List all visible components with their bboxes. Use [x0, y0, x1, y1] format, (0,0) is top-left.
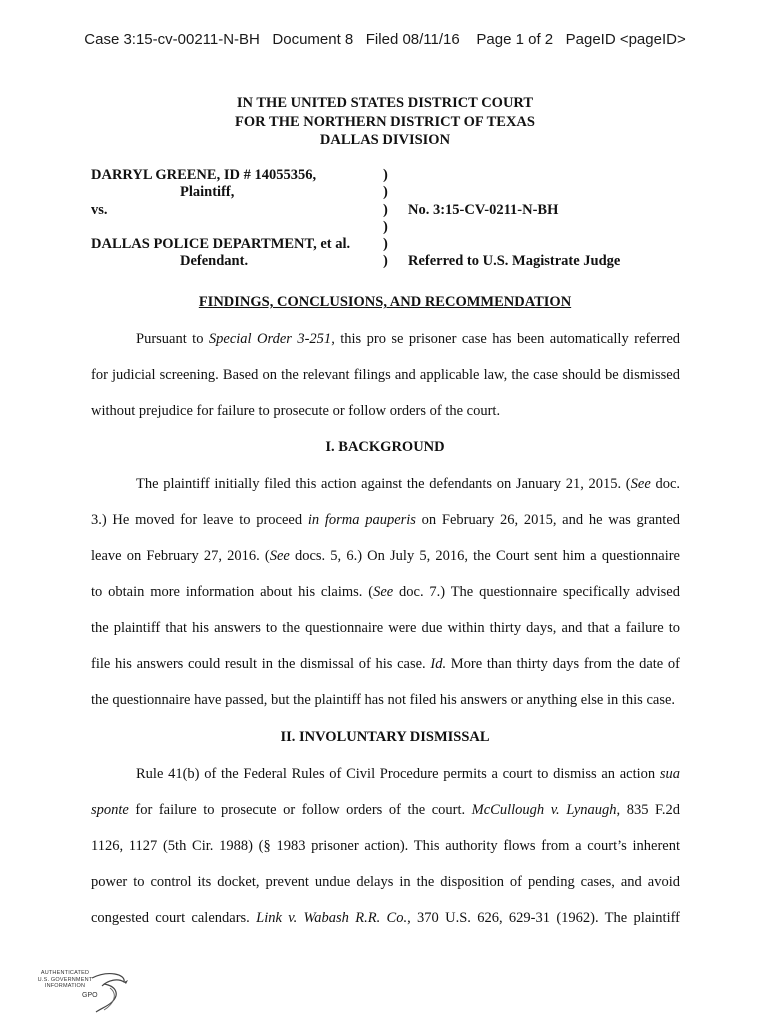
caption-paren: ) — [383, 201, 388, 218]
paragraph-line: to obtain more information about his claims. (See doc. 7.) The questionnaire specifically advised — [91, 584, 680, 600]
paragraph-line: 3.) He moved for leave to proceed in forma pauperis on February 26, 2015, and he was granted — [91, 512, 681, 528]
document-header: Case 3:15-cv-00211-N-BH Document 8 Filed 08/11/16 Page 1 of 2 PageID <pageID> — [84, 31, 686, 48]
paragraph-line: Pursuant to Special Order 3-251, this pro se prisoner case has been automatically referred — [136, 331, 681, 347]
gpo-logo-text: AUTHENTICATED U.S. GOVERNMENT INFORMATION — [37, 970, 93, 989]
paragraph-line: file his answers could result in the dismissal of his case. Id. More than thirty days from the date of — [91, 656, 680, 672]
paragraph-line: power to control its docket, prevent undue delays in the disposition of pending cases, and avoid — [91, 874, 680, 890]
court-line-3: DALLAS DIVISION — [319, 132, 451, 148]
case-number: No. 3:15-CV-0211-N-BH — [408, 201, 559, 218]
paragraph-line: leave on February 27, 2016. (See docs. 5, 6.) On July 5, 2016, the Court sent him a questionnaire — [91, 548, 680, 564]
paragraph-line: sponte for failure to prosecute or follow orders of the court. McCullough v. Lynaugh, 835 F.2d — [91, 802, 680, 818]
caption-paren: ) — [383, 236, 388, 253]
section-heading-background: I. BACKGROUND — [325, 439, 445, 455]
section-heading-dismissal: II. INVOLUNTARY DISMISSAL — [280, 729, 490, 745]
court-line-2: FOR THE NORTHERN DISTRICT OF TEXAS — [235, 113, 535, 130]
paragraph-line: 1126, 1127 (5th Cir. 1988) (§ 1983 prisoner action). This authority flows from a court’s inherent — [91, 838, 680, 854]
caption-paren: ) — [383, 167, 388, 183]
caption-paren: ) — [383, 253, 388, 270]
defendant-name: DALLAS POLICE DEPARTMENT, et al. — [91, 236, 351, 253]
case-caption — [91, 167, 691, 271]
referral-note: Referred to U.S. Magistrate Judge — [408, 253, 621, 270]
defendant-role: Defendant. — [180, 253, 249, 270]
plaintiff-role: Plaintiff, — [180, 184, 235, 201]
caption-paren: ) — [383, 184, 388, 201]
eagle-icon — [30, 968, 140, 1016]
paragraph-line: without prejudice for failure to prosecute or follow orders of the court. — [91, 403, 501, 419]
document-title: FINDINGS, CONCLUSIONS, AND RECOMMENDATION — [198, 294, 572, 310]
paragraph-line: the questionnaire have passed, but the plaintiff has not filed his answers or anything else in this case. — [91, 692, 676, 708]
court-line-1: IN THE UNITED STATES DISTRICT COURT — [236, 95, 534, 111]
paragraph-line: Rule 41(b) of the Federal Rules of Civil Procedure permits a court to dismiss an action sua — [136, 766, 680, 782]
paragraph-line: for judicial screening. Based on the relevant filings and applicable law, the case should be dismissed — [91, 367, 680, 383]
paragraph-line: the plaintiff that his answers to the questionnaire were due within thirty days, and that a failure to — [91, 620, 680, 636]
gpo-mark: GPO — [82, 992, 98, 999]
caption-paren: ) — [383, 218, 388, 235]
versus-label: vs. — [91, 201, 108, 218]
plaintiff-name: DARRYL GREENE, ID # 14055356, — [91, 167, 317, 183]
paragraph-line: congested court calendars. Link v. Wabash R.R. Co., 370 U.S. 626, 629-31 (1962). The plaintiff — [91, 910, 680, 926]
paragraph-line: The plaintiff initially filed this action against the defendants on January 21, 2015. (See doc. — [136, 476, 681, 492]
court-title — [0, 94, 770, 150]
gpo-authentication-logo — [30, 968, 140, 1016]
